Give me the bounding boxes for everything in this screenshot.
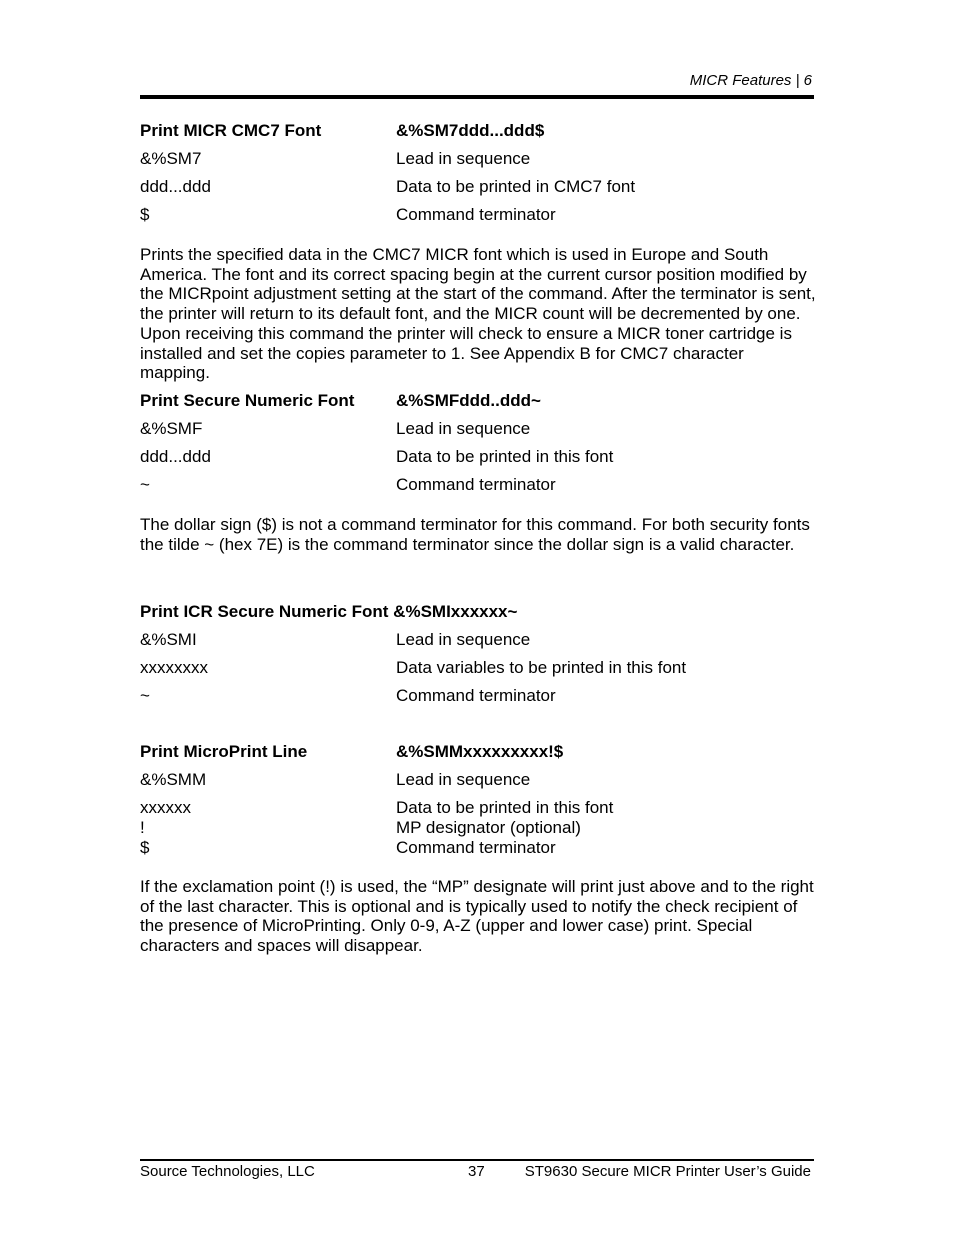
param-row xyxy=(140,419,531,439)
param-name: $ xyxy=(140,838,150,857)
param-desc: Command terminator xyxy=(396,205,556,224)
param-name: $ xyxy=(140,205,150,224)
param-name: xxxxxxxx xyxy=(140,658,208,677)
section-title: Print Secure Numeric Font xyxy=(140,391,355,410)
param-name: &%SM7 xyxy=(140,149,202,168)
section-command: &%SMFddd..ddd~ xyxy=(396,391,541,410)
param-desc: Lead in sequence xyxy=(396,419,531,438)
section-command: &%SM7ddd...ddd$ xyxy=(396,121,545,140)
footer-guide-title: ST9630 Secure MICR Printer User’s Guide xyxy=(524,1163,811,1180)
footer-company: Source Technologies, LLC xyxy=(140,1163,315,1180)
param-desc: Data variables to be printed in this font xyxy=(396,658,687,677)
param-name: ~ xyxy=(140,475,150,494)
param-name: ~ xyxy=(140,686,150,705)
section-secure-numeric-heading xyxy=(140,391,541,411)
param-name: &%SMM xyxy=(140,770,207,789)
param-desc: Data to be printed in CMC7 font xyxy=(396,177,636,196)
param-desc: Lead in sequence xyxy=(396,149,531,168)
section-microprint-heading xyxy=(140,742,564,762)
param-row xyxy=(140,838,556,858)
param-row xyxy=(140,205,556,225)
param-desc: MP designator (optional) xyxy=(396,818,581,837)
page-number: 37 xyxy=(468,1163,485,1180)
param-name: ! xyxy=(140,818,145,837)
running-header: MICR Features | 6 xyxy=(689,72,812,89)
param-row xyxy=(140,658,687,678)
param-desc: Command terminator xyxy=(396,686,556,705)
section-title: Print MicroPrint Line xyxy=(140,742,308,761)
section-title: Print ICR Secure Numeric Font xyxy=(140,602,389,621)
section-icr-heading xyxy=(140,602,517,622)
section-command: &%SMIxxxxxx~ xyxy=(393,602,518,621)
param-desc: Data to be printed in this font xyxy=(396,798,614,817)
section-title: Print MICR CMC7 Font xyxy=(140,121,322,140)
param-name: &%SMF xyxy=(140,419,203,438)
param-row xyxy=(140,770,531,790)
param-name: xxxxxx xyxy=(140,798,191,817)
param-row xyxy=(140,630,531,650)
param-desc: Command terminator xyxy=(396,475,556,494)
section-secure-numeric-paragraph: The dollar sign ($) is not a command terminator for this command. For both security fonts the tilde ~ (hex 7E) is the command terminator since the dollar sign is a valid character. xyxy=(140,515,810,554)
section-cmc7-heading xyxy=(140,121,545,141)
param-row xyxy=(140,798,614,818)
param-row xyxy=(140,818,581,838)
param-row xyxy=(140,475,556,495)
param-desc: Command terminator xyxy=(396,838,556,857)
header-rule xyxy=(140,95,814,99)
param-name: ddd...ddd xyxy=(140,447,211,466)
section-cmc7-paragraph: Prints the specified data in the CMC7 MICR font which is used in Europe and South America. The font and its correct spacing begin at the current cursor position modified by the MICRpoint adjustment setting at the start of the command. After the terminator is sent, the printer will return to its default font, and the MICR count will be decremented by one. Upon receiving this command the printer will check to ensure a MICR toner cartridge is installed and set the copies parameter to 1. See Appendix B for CMC7 character mapping. xyxy=(140,245,816,383)
param-desc: Lead in sequence xyxy=(396,630,531,649)
param-row xyxy=(140,177,636,197)
param-name: ddd...ddd xyxy=(140,177,211,196)
section-command: &%SMMxxxxxxxxx!$ xyxy=(396,742,564,761)
footer-rule xyxy=(140,1159,814,1161)
param-row xyxy=(140,447,614,467)
param-row xyxy=(140,149,531,169)
param-desc: Data to be printed in this font xyxy=(396,447,614,466)
param-row xyxy=(140,686,556,706)
param-desc: Lead in sequence xyxy=(396,770,531,789)
param-name: &%SMI xyxy=(140,630,197,649)
section-microprint-paragraph: If the exclamation point (!) is used, the “MP” designate will print just above and to the right of the last character. This is optional and is typically used to notify the check recipient of the presence of MicroPrinting. Only 0-9, A-Z (upper and lower case) print. Special characters and spaces will disappear. xyxy=(140,877,814,956)
